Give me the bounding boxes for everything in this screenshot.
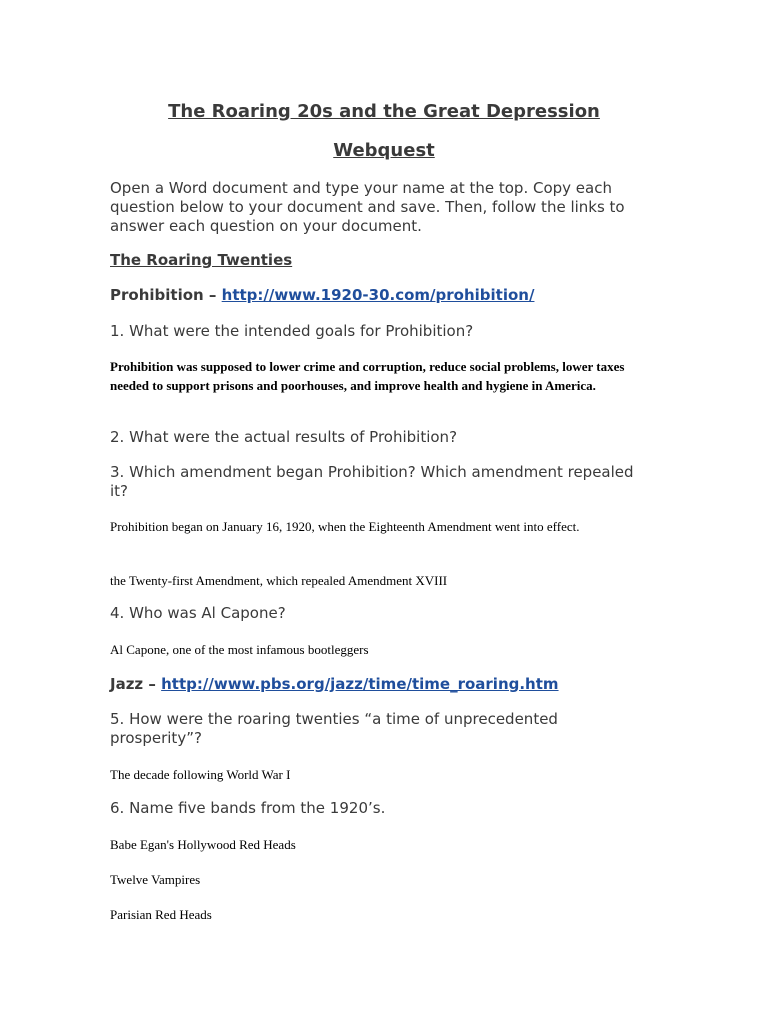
band-item: Parisian Red Heads bbox=[110, 907, 212, 922]
answer-3a: Prohibition began on January 16, 1920, when the Eighteenth Amendment went into effect. bbox=[110, 519, 580, 534]
section-heading: The Roaring Twenties bbox=[110, 251, 293, 269]
prohibition-topic bbox=[110, 286, 650, 304]
intro-paragraph: Open a Word document and type your name at the top. Copy each question below to your document and save. Then, follow the links to answer each question on your document. bbox=[110, 179, 625, 235]
prohibition-link[interactable]: http://www.1920-30.com/prohibition/ bbox=[221, 286, 535, 304]
jazz-label: Jazz – bbox=[110, 675, 156, 693]
answer-4: Al Capone, one of the most infamous bootleggers bbox=[110, 642, 369, 657]
question-5: 5. How were the roaring twenties “a time of unprecedented prosperity”? bbox=[110, 710, 558, 747]
question-6: 6. Name five bands from the 1920’s. bbox=[110, 799, 386, 817]
document-title: The Roaring 20s and the Great Depression bbox=[168, 101, 600, 122]
answer-3b: the Twenty-first Amendment, which repealed Amendment XVIII bbox=[110, 573, 448, 588]
jazz-link[interactable]: http://www.pbs.org/jazz/time/time_roaring.htm bbox=[161, 675, 559, 693]
band-item: Babe Egan's Hollywood Red Heads bbox=[110, 837, 296, 852]
answer-5: The decade following World War I bbox=[110, 767, 291, 782]
band-item: Twelve Vampires bbox=[110, 872, 201, 887]
question-1: 1. What were the intended goals for Prohibition? bbox=[110, 322, 474, 340]
question-2: 2. What were the actual results of Prohibition? bbox=[110, 428, 458, 446]
question-3: 3. Which amendment began Prohibition? Which amendment repealed it? bbox=[110, 463, 634, 500]
document-subtitle: Webquest bbox=[333, 140, 435, 161]
prohibition-label: Prohibition – bbox=[110, 286, 217, 304]
question-4: 4. Who was Al Capone? bbox=[110, 604, 286, 622]
answer-1: Prohibition was supposed to lower crime and corruption, reduce social problems, lower taxes needed to support prisons and poorhouses, and improve health and hygiene in America. bbox=[110, 359, 625, 393]
jazz-topic bbox=[110, 675, 650, 693]
